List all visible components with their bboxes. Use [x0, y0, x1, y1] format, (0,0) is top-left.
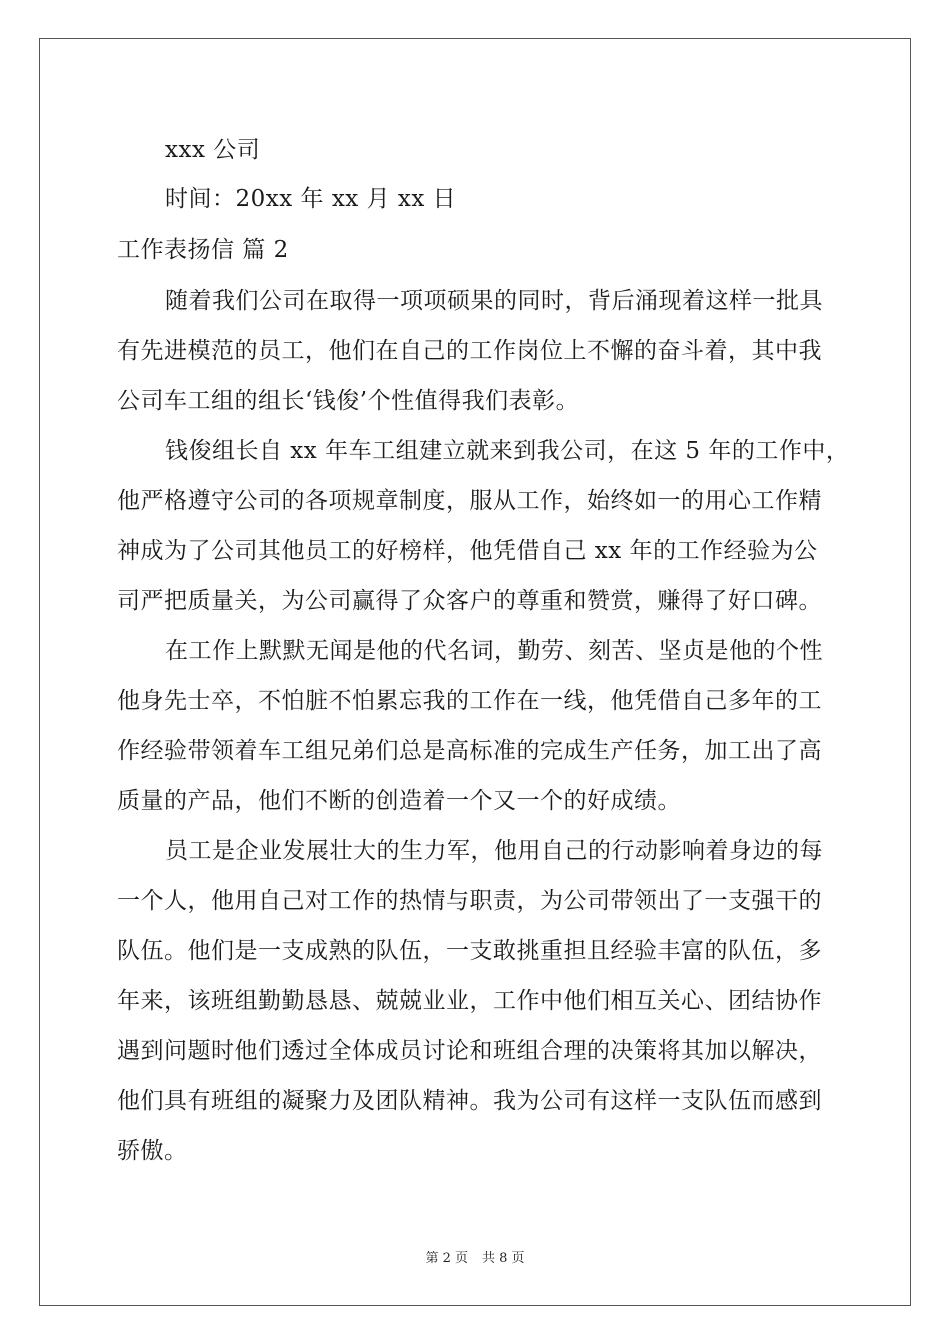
body-line: 质量的产品，他们不断的创造着一个又一个的好成绩。 — [117, 788, 681, 814]
date-line: 时间：20xx 年 xx 月 xx 日 — [165, 186, 457, 212]
body-line: 随着我们公司在取得一项项硕果的同时，背后涌现着这样一批具 — [165, 288, 823, 314]
section-title: 工作表扬信 篇 2 — [117, 237, 289, 263]
body-line: 员工是企业发展壮大的生力军，他用自己的行动影响着身边的每 — [165, 838, 823, 864]
page-footer — [0, 1247, 950, 1266]
body-line: 他们具有班组的凝聚力及团队精神。我为公司有这样一支队伍而感到 — [117, 1088, 822, 1114]
body-line: 他严格遵守公司的各项规章制度，服从工作，始终如一的用心工作精 — [117, 488, 822, 514]
body-line: 队伍。他们是一支成熟的队伍，一支敢挑重担且经验丰富的队伍，多 — [117, 938, 822, 964]
body-line: 在工作上默默无闻是他的代名词，勤劳、刻苦、坚贞是他的个性 — [165, 638, 823, 664]
body-line: 公司车工组的组长‘钱俊’个性值得我们表彰。 — [117, 388, 580, 414]
body-line: 钱俊组长自 xx 年车工组建立就来到我公司，在这 5 年的工作中， — [165, 438, 850, 464]
company-line: xxx 公司 — [165, 137, 261, 163]
body-line: 司严把质量关，为公司赢得了众客户的尊重和赞赏，赚得了好口碑。 — [117, 588, 822, 614]
body-line: 有先进模范的员工，他们在自己的工作岗位上不懈的奋斗着，其中我 — [117, 338, 822, 364]
body-line: 一个人，他用自己对工作的热情与职责，为公司带领出了一支强干的 — [117, 888, 822, 914]
body-line: 遇到问题时他们透过全体成员讨论和班组合理的决策将其加以解决， — [117, 1038, 822, 1064]
page-total: 共 8 页 — [482, 1251, 525, 1266]
body-line: 骄傲。 — [117, 1138, 188, 1164]
body-line: 年来，该班组勤勤恳恳、兢兢业业，工作中他们相互关心、团结协作 — [117, 988, 822, 1014]
body-line: 神成为了公司其他员工的好榜样，他凭借自己 xx 年的工作经验为公 — [117, 538, 818, 564]
body-line: 他身先士卒，不怕脏不怕累忘我的工作在一线，他凭借自己多年的工 — [117, 688, 822, 714]
page-number: 第 2 页 — [425, 1251, 468, 1266]
body-line: 作经验带领着车工组兄弟们总是高标准的完成生产任务，加工出了高 — [117, 738, 822, 764]
